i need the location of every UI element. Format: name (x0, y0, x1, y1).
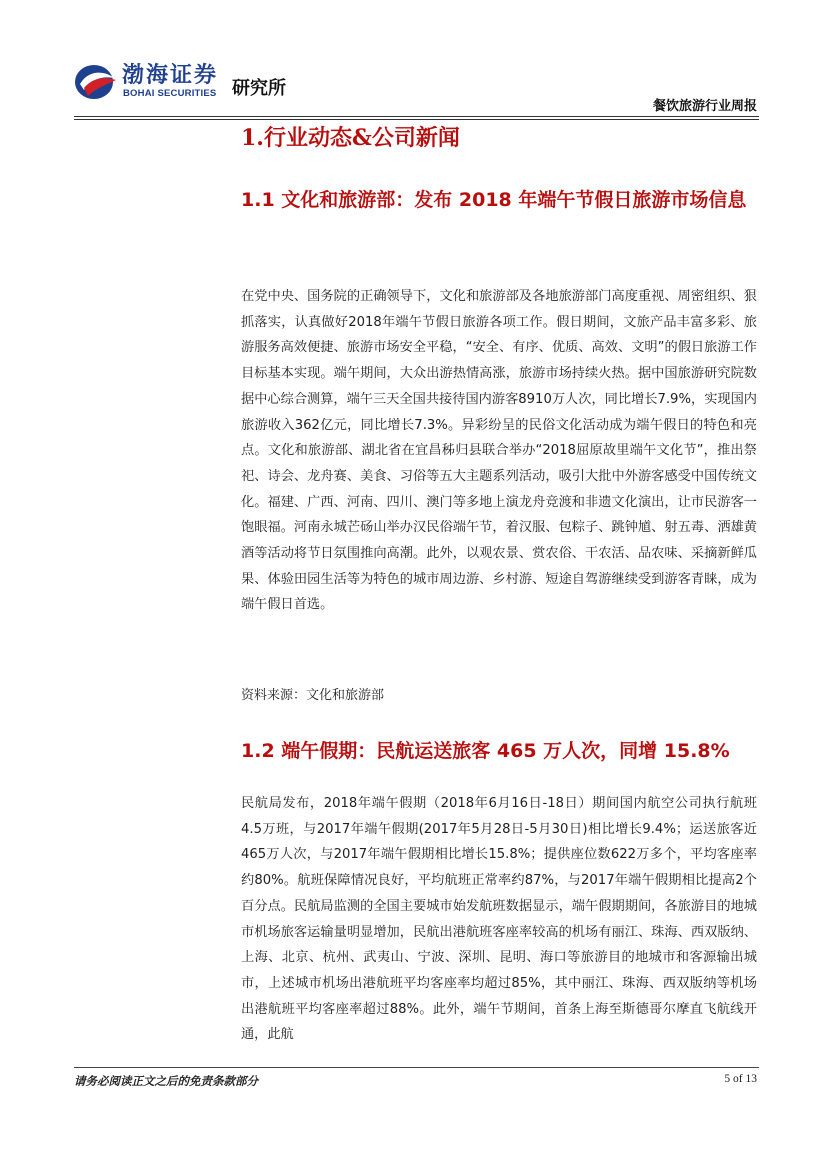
header-divider (74, 116, 759, 120)
disclaimer-note: 请务必阅读正文之后的免责条款部分 (74, 1074, 258, 1088)
subsection-body-1-2: 民航局发布，2018年端午假期（2018年6月16日-18日）期间国内航空公司执行航班4.5万班，与2017年端午假期(2017年5月28日-5月30日)相比增长9.4%；运送旅客近465万人次，与2017年端午假期相比增长15.8%；提供座位数622万多个，平均客座率约80%。航班保障情况良好，平均航班正常率约87%，与2017年端午假期相比提高2个百分点。民航局监测的全国主要城市始发航班数据显示，端午假期期间，各旅游目的地城市机场旅客运输量明显增加，民航出港航班客座率较高的机场有丽江、珠海、西双版纳、上海、北京、杭州、武夷山、宁波、深圳、昆明、海口等旅游目的地城市和客源输出城市，上述城市机场出港航班平均客座率均超过85%，其中丽江、珠海、西双版纳等机场出港航班平均客座率超过88%。此外，端午节期间，首条上海至斯德哥尔摩直飞航线开通，此航 (241, 796, 757, 1043)
logo-english-name: BOHAI SECURITIES (123, 88, 217, 99)
section-title: 1.行业动态&公司新闻 (241, 125, 460, 151)
institute-label: 研究所 (232, 78, 286, 99)
report-type: 餐饮旅游行业周报 (652, 99, 757, 114)
subsection-title-1-2: 1.2 端午假期：民航运送旅客 465 万人次，同增 15.8% (241, 740, 730, 762)
company-logo (74, 62, 304, 106)
bohai-logo-icon (74, 62, 118, 102)
subsection-body-1-1: 在党中央、国务院的正确领导下，文化和旅游部及各地旅游部门高度重视、周密组织、狠抓落实，认真做好2018年端午节假日旅游各项工作。假日期间，文旅产品丰富多彩、旅游服务高效便捷、旅游市场安全平稳，“安全、有序、优质、高效、文明”的假日旅游工作目标基本实现。端午期间，大众出游热情高涨，旅游市场持续火热。据中国旅游研究院数据中心综合测算，端午三天全国共接待国内游客8910万人次，同比增长7.9%，实现国内旅游收入362亿元，同比增长7.3%。异彩纷呈的民俗文化活动成为端午假日的特色和亮点。文化和旅游部、湖北省在宜昌秭归县联合举办“2018屈原故里端午文化节”，推出祭祀、诗会、龙舟赛、美食、习俗等五大主题系列活动，吸引大批中外游客感受中国传统文化。福建、广西、河南、四川、澳门等多地上演龙舟竞渡和非遗文化演出，让市民游客一饱眼福。河南永城芒砀山举办汉民俗端午节，着汉服、包粽子、跳钟馗、射五毒、洒雄黄酒等活动将节日氛围推向高潮。此外，以观农景、赏农俗、干农活、品农味、采摘新鲜瓜果、体验田园生活等为特色的城市周边游、乡村游、短途自驾游继续受到游客青睐，成为端午假日首选。 (241, 289, 757, 613)
footer-divider (74, 1067, 759, 1068)
source-note: 资料来源：文化和旅游部 (241, 688, 385, 703)
page-number: 5 of 13 (724, 1073, 757, 1085)
subsection-title-1-1: 1.1 文化和旅游部：发布 2018 年端午节假日旅游市场信息 (241, 189, 747, 211)
logo-chinese-name: 渤海证券 (122, 62, 219, 88)
